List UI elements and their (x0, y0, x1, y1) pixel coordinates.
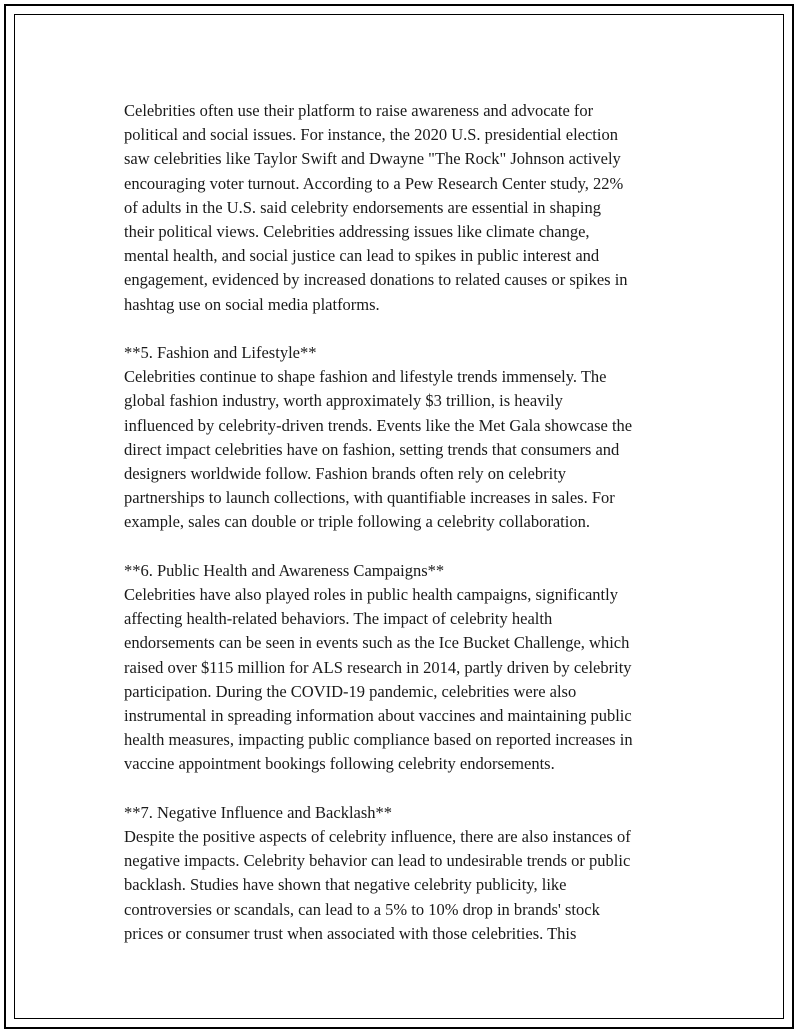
section-heading-negative-influence: **7. Negative Influence and Backlash** (124, 802, 393, 822)
page-frame (4, 4, 794, 1029)
section-body-fashion: Celebrities continue to shape fashion and lifestyle trends immensely. The global fashion industry, worth approximately $3 trillion, is heavily influenced by celebrity-driven trends. Events like the Met Gala showcase the direct impact celebrities have on fashion, setting trends that consumers and designers worldwide follow. Fashion brands often rely on celebrity partnerships to launch collections, with quantifiable increases in sales. For example, sales can double or triple following a celebrity collaboration. (124, 367, 633, 532)
section-body-public-health: Celebrities have also played roles in public health campaigns, significantly affecting health-related behaviors. The impact of celebrity health endorsements can be seen in events such as the Ice Bucket Challenge, which raised over $115 million for ALS research in 2014, partly driven by celebrity participation. During the COVID-19 pandemic, celebrities were also instrumental in spreading information about vaccines and maintaining public health measures, impacting public compliance based on reported increases in vaccine appointment bookings following celebrity endorsements. (124, 585, 633, 774)
intro-paragraph: Celebrities often use their platform to raise awareness and advocate for political and social issues. For instance, the 2020 U.S. presidential election saw celebrities like Taylor Swift and Dwayne "The Rock" Johnson actively encouraging voter turnout. According to a Pew Research Center study, 22% of adults in the U.S. said celebrity endorsements are essential in shaping their political views. Celebrities addressing issues like climate change, mental health, and social justice can lead to spikes in public interest and engagement, evidenced by increased donations to related causes or spikes in hashtag use on social media platforms. (124, 101, 628, 314)
section-heading-public-health: **6. Public Health and Awareness Campaigns** (124, 560, 445, 580)
section-body-negative-influence: Despite the positive aspects of celebrity influence, there are also instances of negative impacts. Celebrity behavior can lead to undesirable trends or public backlash. Studies have shown that negative celebrity publicity, like controversies or scandals, can lead to a 5% to 10% drop in brands' stock prices or consumer trust when associated with those celebrities. This (124, 827, 631, 943)
section-heading-fashion: **5. Fashion and Lifestyle** (124, 343, 317, 363)
document-body (124, 99, 694, 946)
